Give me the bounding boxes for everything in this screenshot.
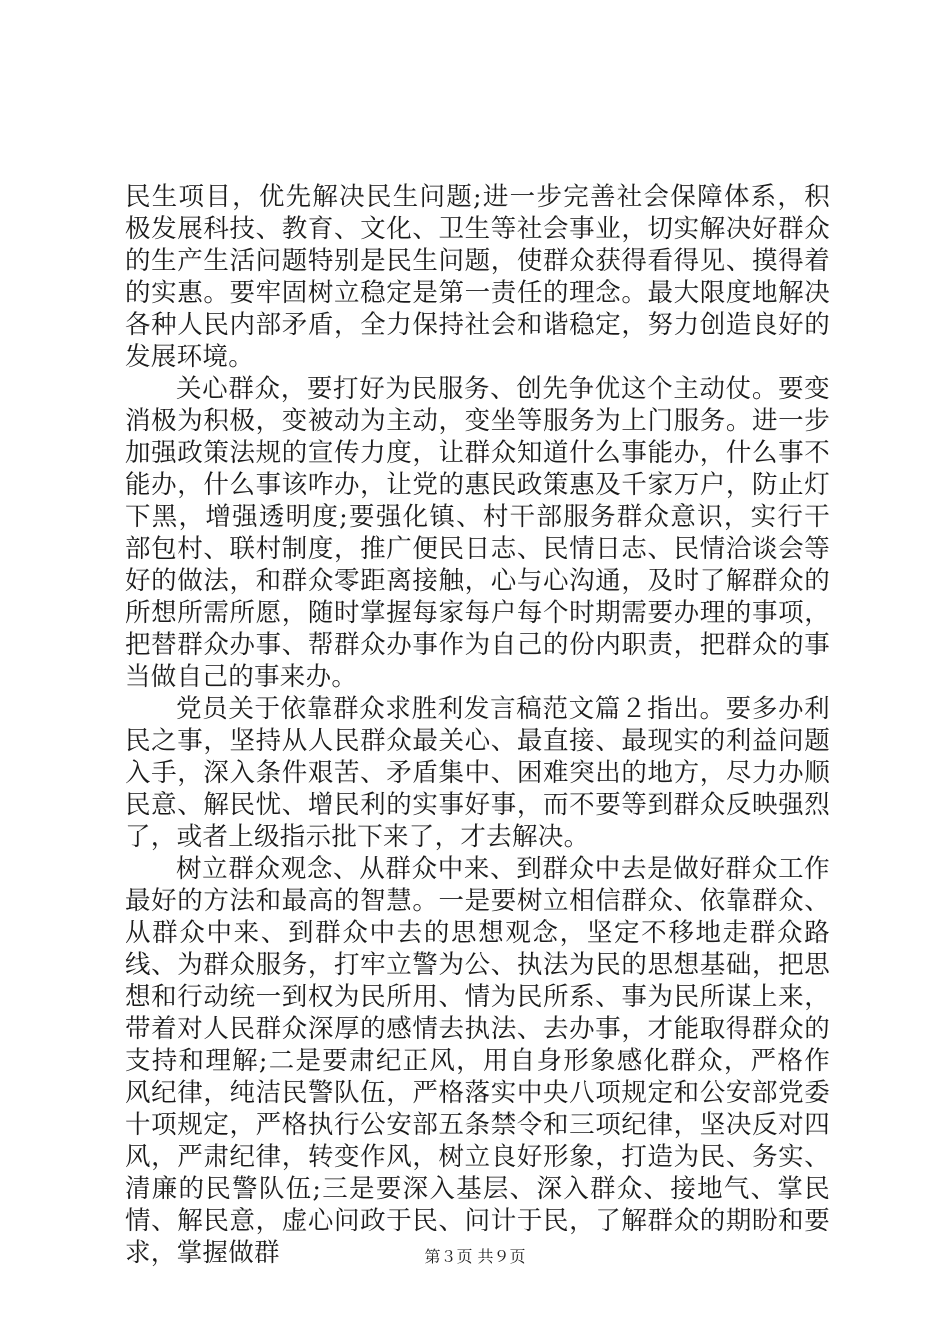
body-text bbox=[125, 181, 830, 1269]
paragraph-3: 党员关于依靠群众求胜利发言稿范文篇２指出。要多办利民之事，坚持从人民群众最关心、最直接、最现实的利益问题入手，深入条件艰苦、矛盾集中、困难突出的地方，尽力办顺民意、解民忧、增民利的实事好事，而不要等到群众反映强烈了，或者上级指示批下来了，才去解决。 bbox=[125, 694, 830, 852]
paragraph-4: 树立群众观念、从群众中来、到群众中去是做好群众工作最好的方法和最高的智慧。一是要树立相信群众、依靠群众、从群众中来、到群众中去的思想观念，坚定不移地走群众路线、为群众服务，打牢立警为公、执法为民的思想基础，把思想和行动统一到权为民所用、情为民所系、事为民所谋上来，带着对人民群众深厚的感情去执法、去办事，才能取得群众的支持和理解;二是要肃纪正风，用自身形象感化群众，严格作风纪律，纯洁民警队伍，严格落实中央八项规定和公安部党委十项规定，严格执行公安部五条禁令和三项纪律，坚决反对四风，严肃纪律，转变作风，树立良好形象，打造为民、务实、清廉的民警队伍;三是要深入基层、深入群众、接地气、掌民情、解民意，虚心问政于民、问计于民，了解群众的期盼和要求，掌握做群 bbox=[125, 854, 830, 1268]
paragraph-2: 关心群众，要打好为民服务、创先争优这个主动仗。要变消极为积极，变被动为主动，变坐等服务为上门服务。进一步加强政策法规的宣传力度，让群众知道什么事能办，什么事不能办，什么事该咋办，让党的惠民政策惠及千家万户，防止灯下黑，增强透明度;要强化镇、村干部服务群众意识，实行干部包村、联村制度，推广便民日志、民情日志、民情洽谈会等好的做法，和群众零距离接触，心与心沟通，及时了解群众的所想所需所愿，随时掌握每家每户每个时期需要办理的事项，把替群众办事、帮群众办事作为自己的份内职责，把群众的事当做自己的事来办。 bbox=[125, 374, 830, 692]
page-number-footer: 第３页 共９页 bbox=[424, 1247, 526, 1266]
paragraph-1: 民生项目，优先解决民生问题;进一步完善社会保障体系，积极发展科技、教育、文化、卫生等社会事业，切实解决好群众的生产生活问题特别是民生问题，使群众获得看得见、摸得着的实惠。要牢固树立稳定是第一责任的理念。最大限度地解决各种人民内部矛盾，全力保持社会和谐稳定，努力创造良好的发展环境。 bbox=[125, 182, 830, 372]
